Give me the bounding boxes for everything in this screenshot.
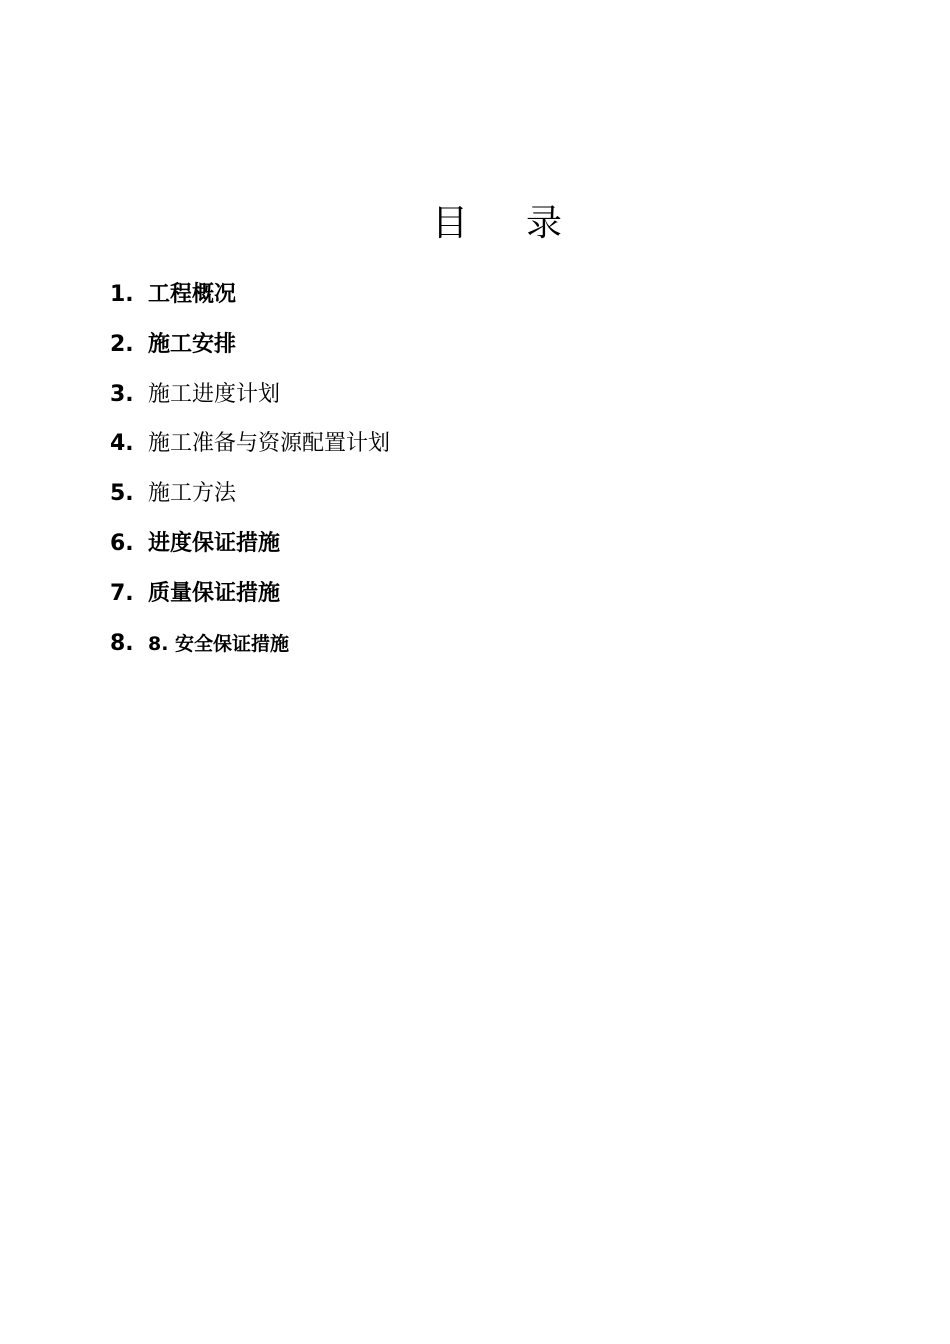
toc-item-8[interactable] [110,627,390,677]
toc-item-label: 进度保证措施 [148,530,281,556]
toc-item-4[interactable] [110,427,390,477]
toc-item-label: 施工进度计划 [148,381,281,407]
toc-item-2[interactable] [110,328,390,378]
page-title [0,198,950,250]
toc-item-1[interactable] [110,278,390,328]
toc-item-number: 2. [110,331,134,357]
toc-item-number: 4. [110,431,134,457]
table-of-contents [110,278,390,676]
toc-item-3[interactable] [110,378,390,428]
toc-item-number: 5. [110,481,134,507]
title-char-right: 录 [526,203,565,244]
toc-item-number: 6. [110,530,134,556]
toc-item-label: 工程概况 [148,282,237,307]
toc-item-label: 8. 安全保证措施 [148,632,290,655]
toc-item-number: 7. [110,580,134,606]
toc-item-label: 施工准备与资源配置计划 [148,431,391,457]
title-char-left: 目 [431,203,470,244]
toc-item-number: 8. [110,630,134,656]
toc-item-7[interactable] [110,577,390,627]
toc-item-number: 3. [110,381,134,407]
toc-item-label: 质量保证措施 [148,580,281,606]
toc-item-label: 施工安排 [148,331,237,357]
toc-item-number: 1. [110,282,134,307]
toc-item-5[interactable] [110,477,390,527]
toc-item-label: 施工方法 [148,481,237,507]
toc-item-6[interactable] [110,527,390,577]
